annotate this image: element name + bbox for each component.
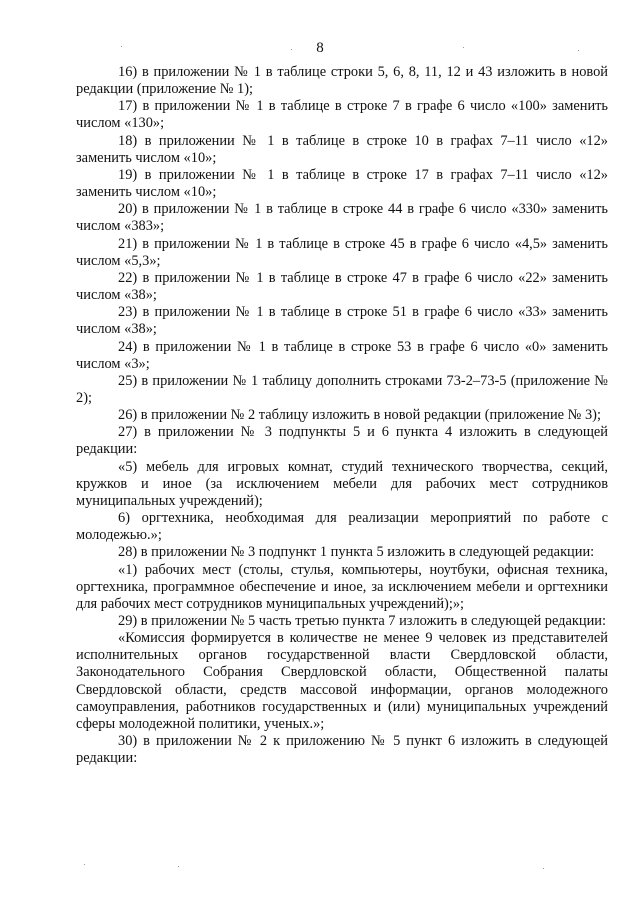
paragraph-27: 27) в приложении № 3 подпункты 5 и 6 пункта 4 изложить в следующей редакции: <box>76 424 608 458</box>
quote-commission: «Комиссия формируется в количестве не менее 9 человек из представителей исполнительных органов государственной власти Свердловской области, Законодательного Собрания Свердловской области, Общественной палаты Свердловской области, средств массовой информации, органов молодежного самоуправления, работников государственных и (или) муниципальных учреждений сферы молодежной политики, ученых.»; <box>76 630 608 732</box>
quote-subitem-5: «5) мебель для игровых комнат, студий технического творчества, секций, кружков и иное (за исключением мебели для рабочих мест сотрудников муниципальных учреждений); <box>76 458 608 509</box>
paragraph-26: 26) в приложении № 2 таблицу изложить в новой редакции (приложение № 3); <box>118 407 601 424</box>
paragraph-16: 16) в приложении № 1 в таблице строки 5, 6, 8, 11, 12 и 43 изложить в новой редакции (приложение № 1); <box>76 64 608 98</box>
paragraph-25: 25) в приложении № 1 таблицу дополнить строками 73-2–73-5 (приложение № 2); <box>76 372 608 406</box>
paragraph-20: 20) в приложении № 1 в таблице в строке 44 в графе 6 число «330» заменить числом «383»; <box>76 201 608 235</box>
scan-speck <box>121 46 122 47</box>
paragraph-19: 19) в приложении № 1 в таблице в строке 17 в графах 7–11 число «12» заменить числом «10»; <box>76 166 608 201</box>
paragraph-22: 22) в приложении № 1 в таблице в строке 47 в графе 6 число «22» заменить числом «38»; <box>76 269 608 304</box>
page-number: 8 <box>316 40 324 56</box>
paragraph-18: 18) в приложении № 1 в таблице в строке 10 в графах 7–11 число «12» заменить числом «10»; <box>76 132 608 166</box>
quote-subitem-1: «1) рабочих мест (столы, стулья, компьютеры, ноутбуки, офисная техника, оргтехника, программное обеспечение и иное, за исключением мебели и оргтехники для рабочих мест сотрудников муниципальных учреждений);»; <box>76 561 608 612</box>
paragraph-29: 29) в приложении № 5 часть третью пункта 7 изложить в следующей редакции: <box>118 613 606 629</box>
paragraph-30: 30) в приложении № 2 к приложению № 5 пункт 6 изложить в следующей редакции: <box>76 733 608 767</box>
paragraph-28: 28) в приложении № 3 подпункт 1 пункта 5 изложить в следующей редакции: <box>118 544 595 561</box>
scan-speck <box>543 868 544 869</box>
scan-speck <box>463 47 464 48</box>
quote-subitem-6: 6) оргтехника, необходимая для реализации мероприятий по работе с молодежью.»; <box>76 510 608 544</box>
paragraph-21: 21) в приложении № 1 в таблице в строке 45 в графе 6 число «4,5» заменить числом «5,3»; <box>76 235 608 269</box>
document-body <box>76 64 608 767</box>
scan-speck <box>84 864 85 865</box>
paragraph-17: 17) в приложении № 1 в таблице в строке 7 в графе 6 число «100» заменить числом «130»; <box>76 98 608 132</box>
scan-speck <box>578 50 579 51</box>
scan-speck <box>178 866 179 867</box>
paragraph-24: 24) в приложении № 1 в таблице в строке 53 в графе 6 число «0» заменить числом «3»; <box>76 338 608 372</box>
paragraph-23: 23) в приложении № 1 в таблице в строке 51 в графе 6 число «33» заменить числом «38»; <box>76 304 608 338</box>
scan-speck <box>291 49 292 50</box>
